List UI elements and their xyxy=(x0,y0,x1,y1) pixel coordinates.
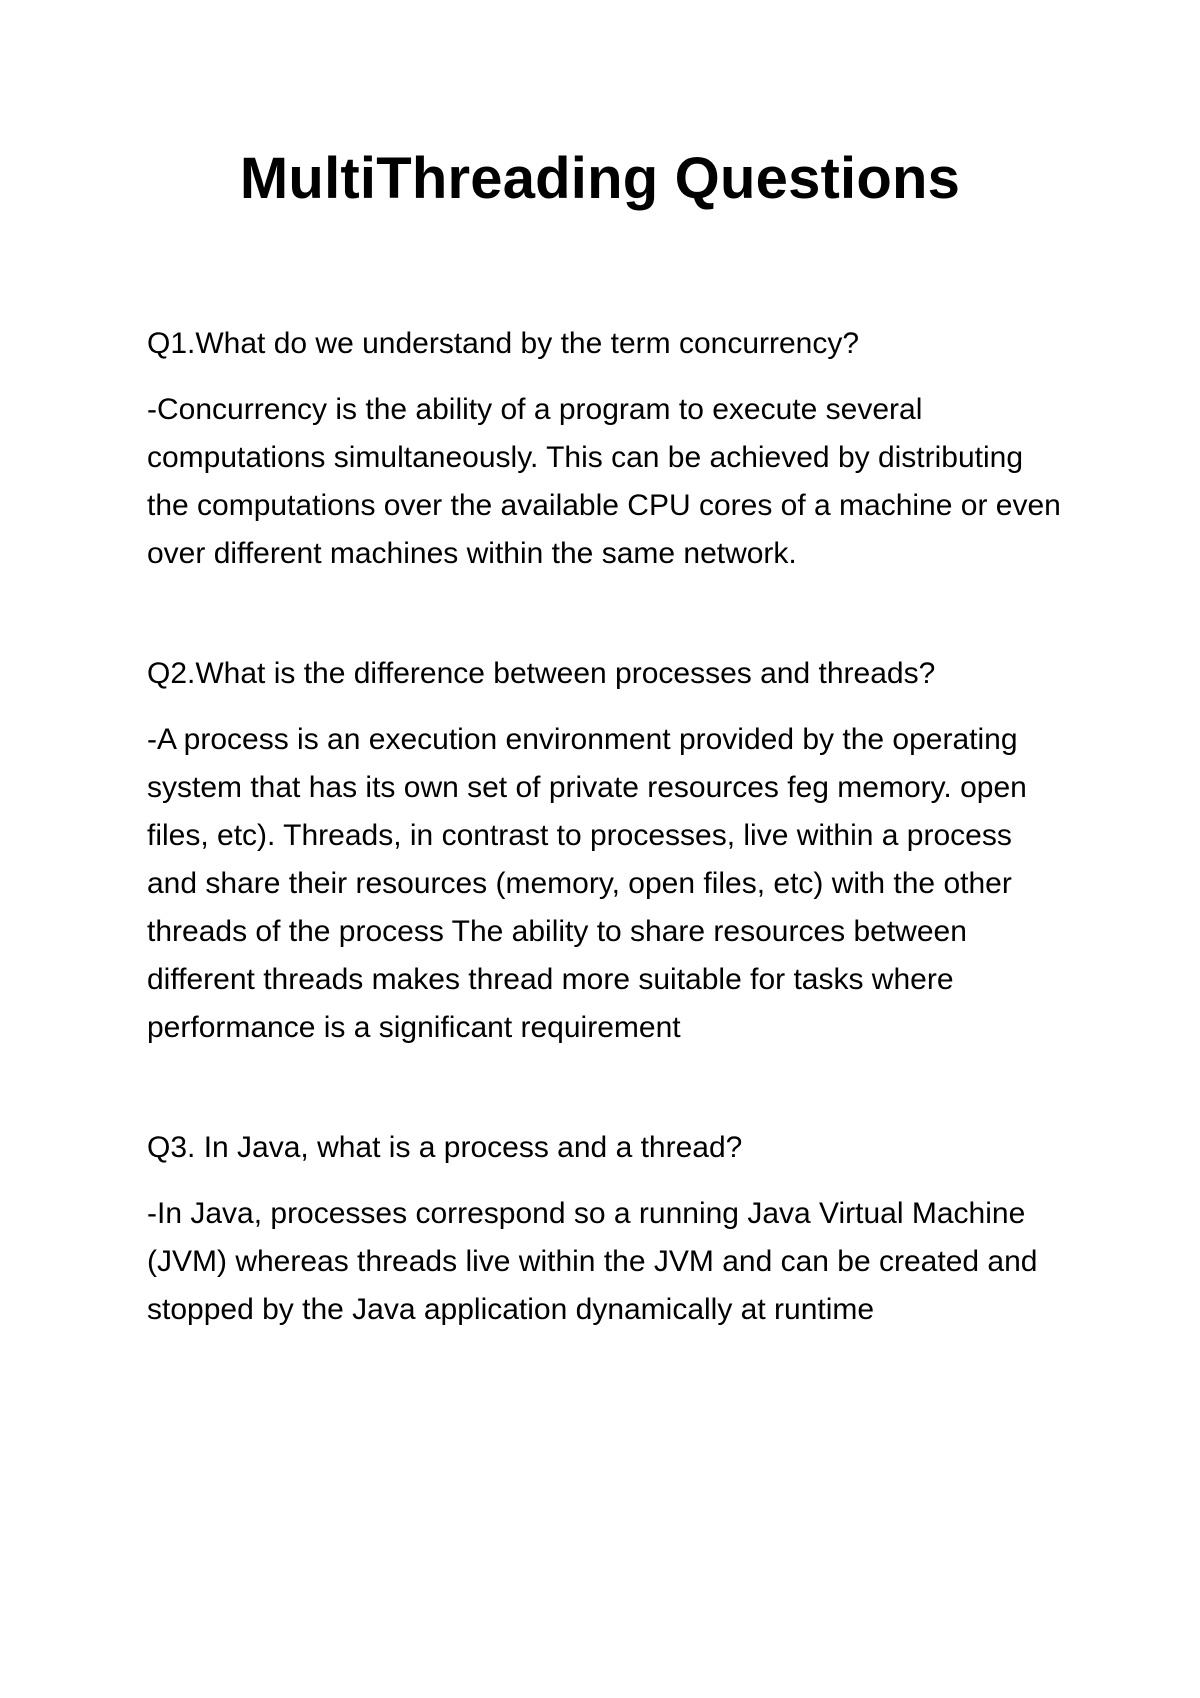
qa-item-1 xyxy=(147,320,1067,578)
answer-3: -In Java, processes correspond so a running Java Virtual Machine (JVM) whereas threads live within the JVM and can be created and stopped by the Java application dynamically at runtime xyxy=(147,1197,1038,1326)
answer-2: -A process is an execution environment provided by the operating system that has its own set of private resources feg memory. open files, etc). Threads, in contrast to processes, live within a process and share their resources (memory, open files, etc) with the other threads of the process The ability to share resources between different threads makes thread more suitable for tasks where performance is a significant requirement xyxy=(147,723,1027,1044)
question-3: Q3. In Java, what is a process and a thread? xyxy=(147,1131,743,1164)
question-2: Q2.What is the difference between processes and threads? xyxy=(147,657,936,690)
page-title: MultiThreading Questions xyxy=(239,146,961,211)
qa-item-2 xyxy=(147,650,1067,1052)
answer-1: -Concurrency is the ability of a program to execute several computations simultaneously. This can be achieved by distributing the computations over the available CPU cores of a machine or even over different machines within the same network. xyxy=(147,393,1061,570)
question-1: Q1.What do we understand by the term concurrency? xyxy=(147,327,860,360)
qa-item-3 xyxy=(147,1124,1067,1334)
qa-list xyxy=(147,320,1067,1406)
